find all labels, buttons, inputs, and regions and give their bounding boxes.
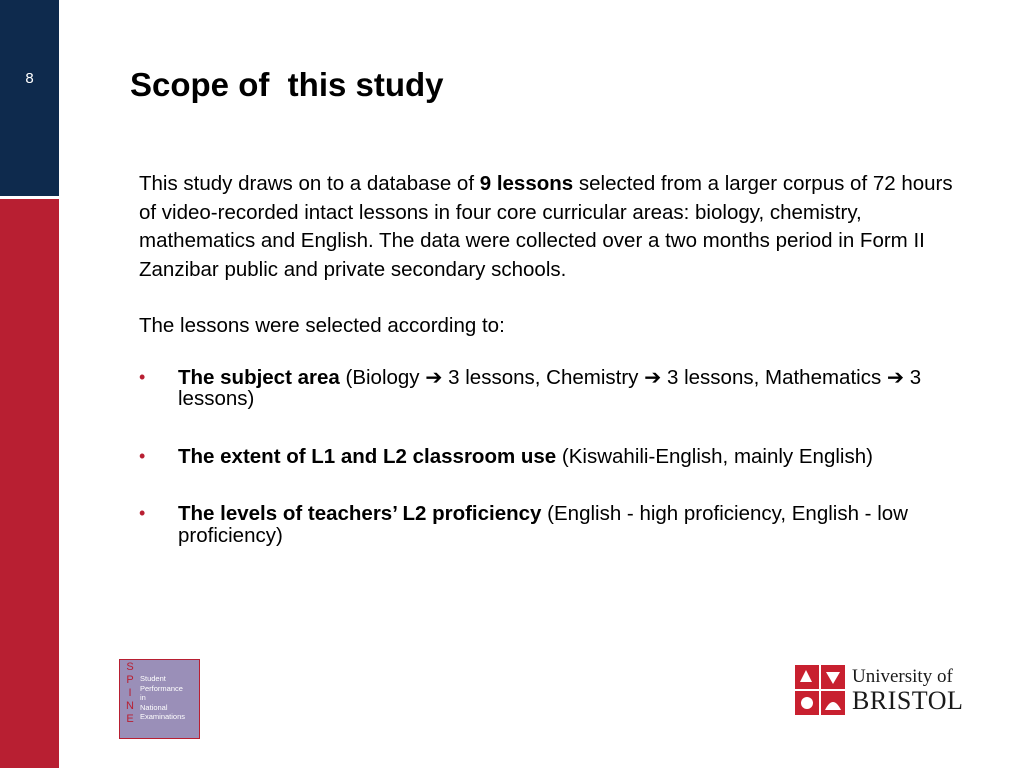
bullet-text: 3 lessons, Chemistry [442,365,645,389]
bristol-wordmark [852,666,963,714]
spine-logo [119,659,200,739]
slide-body [139,170,969,582]
intro-text-post: selected from a larger corpus of 72 hours of video-recorded intact lessons in four core curricular areas: biology, chemistry, mathematics and English. The data were collected over a two months period in Form II Zanzibar public and private secondary schools. [139,172,953,281]
bullet-bold-text: The subject area [178,365,340,389]
spine-letter: I [128,687,132,699]
spine-word: in [140,693,146,702]
arrow-right-icon: ➔ [644,365,662,389]
spine-letter: P [126,674,134,686]
bullet-icon: • [139,366,146,387]
spine-word: Examinations [140,712,186,721]
intro-paragraph [139,170,959,284]
bullet-text: (Biology [339,365,426,389]
bullet-bold-text: The levels of teachers’ L2 proficiency [178,502,542,525]
sidebar-red-band [0,199,59,768]
spine-words [140,674,185,722]
arrow-right-icon: ➔ [425,365,443,389]
bullet-text: (Kiswahili-English, mainly English) [556,444,873,468]
slide-number: 8 [25,70,34,87]
criteria-intro: The lessons were selected according to: [139,314,505,337]
slide-title: Scope of this study [130,66,444,103]
list-item [139,446,978,468]
bristol-line1: University of [852,666,953,687]
spine-word: Performance [140,683,183,693]
spine-word: National [140,702,168,712]
spine-letters [124,661,136,726]
intro-text-pre: This study draws on to a database of [139,172,480,195]
bullet-bold-text: The extent of L1 and L2 classroom use [178,444,557,468]
bullet-icon: • [139,503,146,523]
sidebar-navy-band [0,0,59,196]
bullet-text: (English - high proficiency, English - low proficiency) [178,502,908,547]
spine-letter: N [126,700,134,712]
spine-word: Student [140,674,166,683]
bristol-line2: BRISTOL [852,686,964,715]
spine-letter: S [126,661,134,673]
bullet-text: 3 lessons) [178,365,922,410]
spine-letter: E [126,713,134,725]
university-of-bristol-logo [794,664,974,719]
bullet-text: 3 lessons, Mathematics [661,365,887,389]
arrow-right-icon: ➔ [886,365,905,389]
bristol-crest-icon [794,664,846,716]
list-item [139,503,978,546]
criteria-list [139,367,969,547]
intro-text-bold: 9 lessons [479,172,574,195]
bullet-icon: • [139,445,146,466]
list-item [139,367,978,410]
